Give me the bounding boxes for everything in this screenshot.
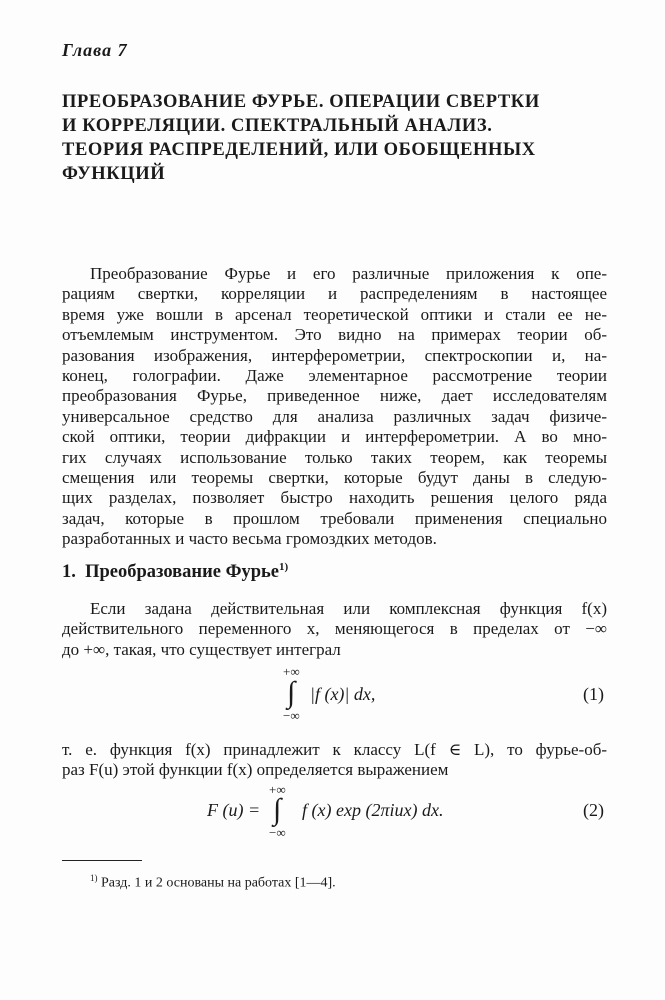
chapter-number: 7 — [117, 40, 128, 60]
chapter-title-line: И КОРРЕЛЯЦИИ. СПЕКТРАЛЬНЫЙ АНАЛИЗ. — [62, 116, 493, 136]
text-line: смещения или теоремы свертки, которые будут даны в следую- — [62, 467, 607, 487]
text-line: конец, голографии. Даже элементарное рассмотрение теории — [62, 365, 607, 385]
chapter-title — [62, 90, 602, 186]
chapter-label — [62, 40, 128, 61]
footnote-ref[interactable]: 1) — [279, 561, 289, 573]
integrand: f (x) exp (2πiux) dx. — [302, 800, 444, 820]
text-line: гих случаях использование только таких теорем, как теоремы — [62, 447, 607, 467]
section-number: 1. — [62, 562, 76, 583]
footnote-mark: 1) — [90, 873, 98, 883]
equation-number: (1) — [583, 684, 604, 704]
section-paragraph — [62, 599, 607, 660]
text-line: преобразования Фурье, приведенное ниже, дает исследователям — [62, 386, 607, 406]
section-title: Преобразование Фурье — [85, 562, 279, 583]
lower-limit: −∞ — [269, 825, 286, 840]
integral-sign-icon: ∫ — [273, 793, 282, 826]
text-line: универсальное средство для анализа различных задач физиче- — [62, 406, 607, 426]
text-line: отъемлемым инструментом. Это видно на примерах теории об- — [62, 325, 607, 345]
upper-limit: +∞ — [283, 664, 300, 679]
equation-number: (2) — [583, 800, 604, 820]
footnote — [90, 873, 336, 892]
text-line: действительного переменного x, меняющегося в пределах от −∞ — [62, 619, 607, 639]
chapter-title-line: ТЕОРИЯ РАСПРЕДЕЛЕНИЙ, ИЛИ ОБОБЩЕННЫХ — [62, 140, 536, 160]
text-line: ской оптики, теории дифракции и интерферометрии. А во мно- — [62, 427, 607, 447]
equation-lhs: F (u) = — [207, 800, 261, 820]
footnote-divider — [62, 860, 142, 861]
lower-limit: −∞ — [283, 708, 300, 723]
chapter-label-word: Глава — [62, 40, 113, 60]
text-line: время уже вошли в арсенал теоретической оптики и стали ее не- — [62, 304, 607, 324]
text-line: до +∞, такая, что существует интеграл — [62, 639, 341, 659]
text-line: рациям свертки, корреляции и распределениям в настоящее — [62, 284, 607, 304]
text-line: разработанных и часто весьма громоздких методов. — [62, 529, 437, 549]
intro-paragraph — [62, 264, 607, 549]
text-line: раз F(u) этой функции f(x) определяется выражением — [62, 760, 449, 780]
upper-limit: +∞ — [269, 782, 286, 797]
text-line: Если задана действительная или комплексная функция f(x) — [90, 599, 607, 618]
chapter-title-line: ФУНКЦИЙ — [62, 164, 166, 184]
section-heading — [62, 561, 288, 583]
integrand: |f (x)| dx, — [310, 684, 376, 704]
text-line: щих разделах, позволяет быстро находить решения целого ряда — [62, 488, 607, 508]
text-line: задач, которые в прошлом требовали применения специально — [62, 508, 607, 528]
section-paragraph — [62, 740, 607, 781]
integral-sign-icon: ∫ — [287, 676, 296, 709]
text-line: т. е. функция f(x) принадлежит к классу L(f ∈ L), то фурье-об- — [62, 740, 607, 759]
chapter-title-line: ПРЕОБРАЗОВАНИЕ ФУРЬЕ. ОПЕРАЦИИ СВЕРТКИ — [62, 92, 540, 112]
text-line: разования изображения, интерферометрии, спектроскопии и, на- — [62, 345, 607, 365]
footnote-text: Разд. 1 и 2 основаны на работах [1—4]. — [101, 875, 336, 891]
text-line: Преобразование Фурье и его различные приложения к опе- — [90, 264, 607, 283]
